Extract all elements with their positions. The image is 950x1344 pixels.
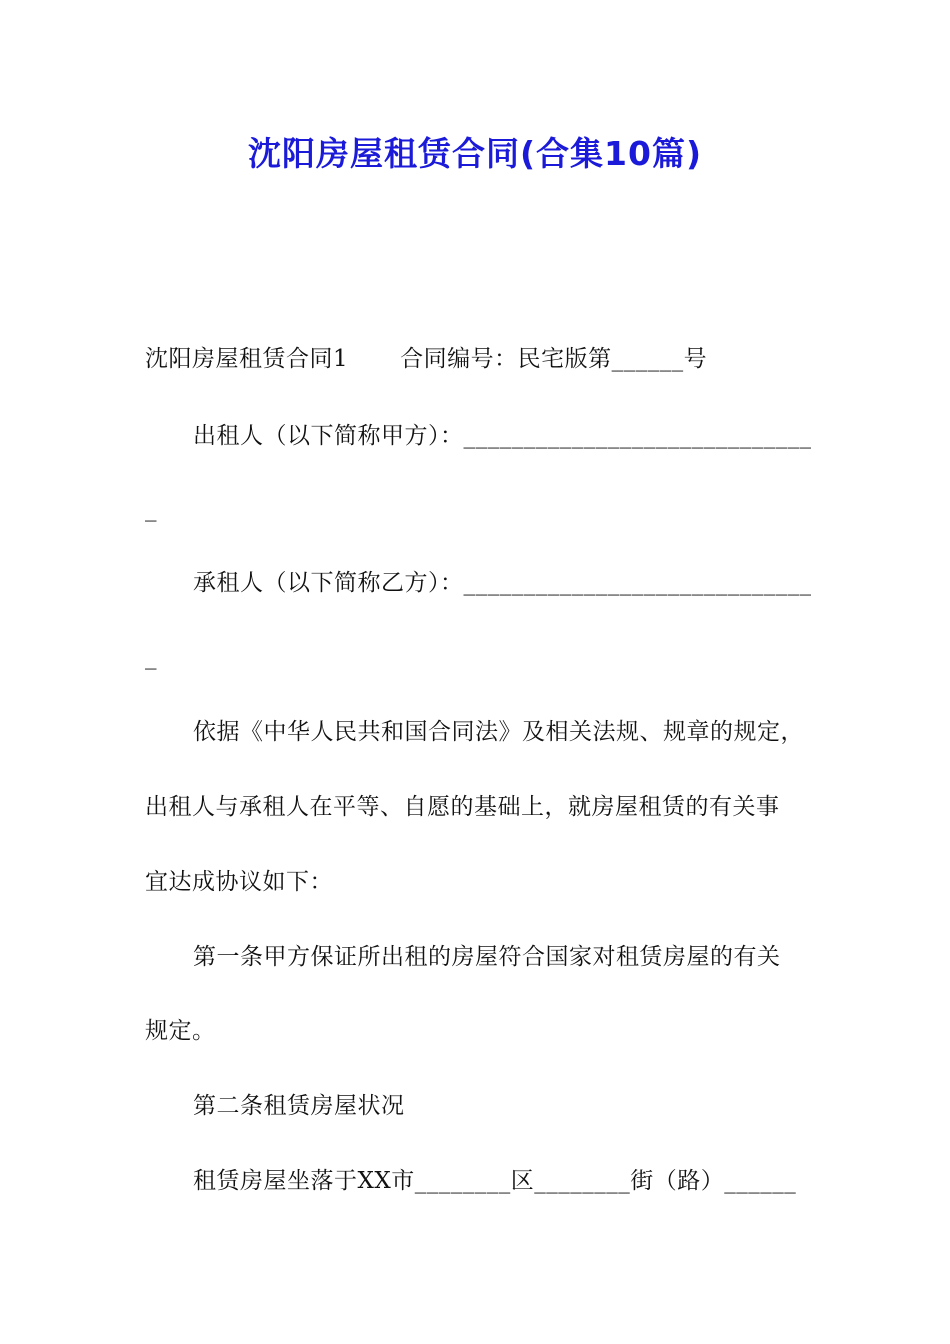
- lessee-line: 承租人（以下简称乙方）：_____________________________: [193, 570, 812, 596]
- lessor-line: 出租人（以下简称甲方）：_____________________________: [193, 423, 812, 449]
- contract-heading-row: [145, 344, 707, 374]
- basis-paragraph-line-1: 依据《中华人民共和国合同法》及相关法规、规章的规定，: [193, 719, 804, 745]
- article-2-heading: 第二条租赁房屋状况: [193, 1093, 405, 1119]
- basis-paragraph-line-2: 出租人与承租人在平等、自愿的基础上，就房屋租赁的有关事: [145, 794, 780, 820]
- contract-heading: 沈阳房屋租赁合同1: [145, 346, 349, 372]
- basis-paragraph-line-3: 宜达成协议如下：: [145, 869, 333, 895]
- document-title: 沈阳房屋租赁合同(合集10篇): [247, 134, 703, 173]
- property-location-line: 租赁房屋坐落于XX市________区________街（路）______: [193, 1168, 797, 1194]
- lessor-line-continuation: _: [145, 496, 157, 522]
- article-1-line-1: 第一条甲方保证所出租的房屋符合国家对租赁房屋的有关: [193, 944, 781, 970]
- contract-number: 合同编号：民宅版第______号: [400, 346, 708, 372]
- article-1-line-2: 规定。: [145, 1018, 216, 1044]
- lessee-line-continuation: _: [145, 644, 157, 670]
